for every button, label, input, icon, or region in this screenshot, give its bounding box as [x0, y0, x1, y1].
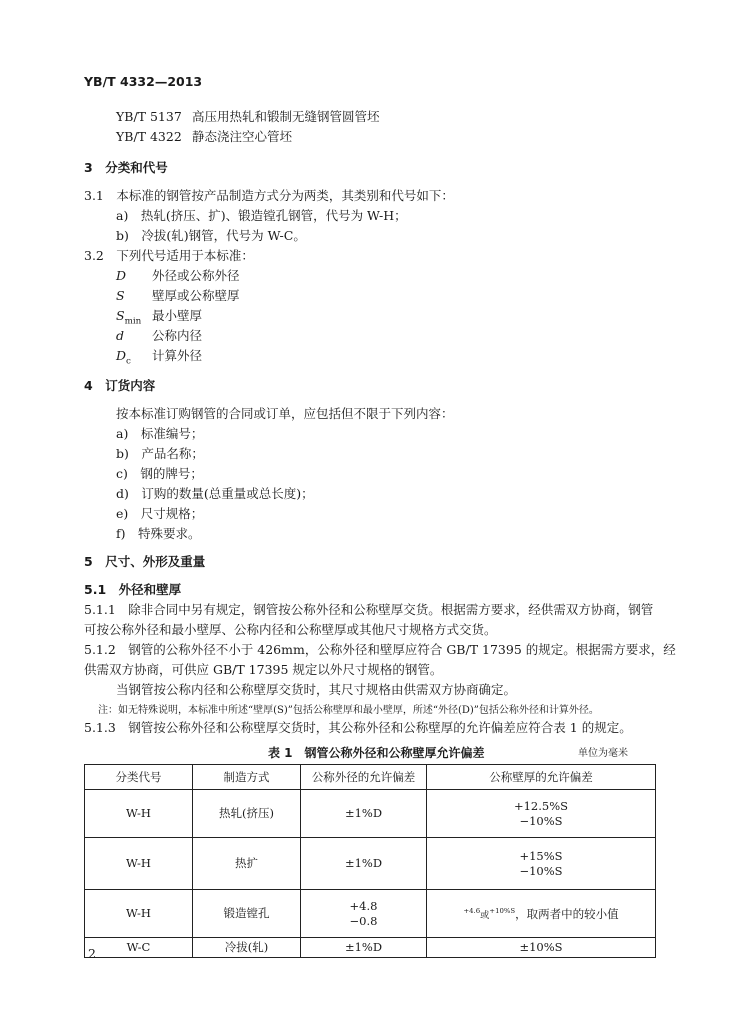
paragraph-line: 5.1.3 钢管按公称外径和公称壁厚交货时，其公称外径和公称壁厚的允许偏差应符合表 1 的规定。	[84, 720, 632, 735]
list-item: b) 产品名称；	[116, 446, 204, 461]
table-caption: 表 1 钢管公称外径和公称壁厚允许偏差	[268, 746, 485, 760]
wt-tolerance-cell	[427, 790, 656, 838]
table-header-row	[85, 765, 656, 790]
symbol: S	[116, 288, 125, 303]
standard-code: YB/T 4332—2013	[84, 74, 203, 89]
section-intro: 按本标准订购钢管的合同或订单，应包括但不限于下列内容：	[116, 406, 454, 421]
symbol-row	[116, 348, 131, 370]
symbol-desc: 最小壁厚	[152, 308, 203, 323]
clause-3-2: 3.2 下列代号适用于本标准：	[84, 248, 254, 263]
class-code-cell: W-H	[85, 838, 193, 890]
od-tolerance-cell: ±1%D	[301, 790, 427, 838]
list-item: a) 热轧(挤压、扩)、锻造镗孔钢管，代号为 W-H；	[116, 208, 407, 223]
method-cell: 冷拔(轧)	[193, 938, 301, 958]
ref-title: 静态浇注空心管坯	[192, 129, 293, 144]
list-item: c) 钢的牌号；	[116, 466, 203, 481]
paragraph-line: 5.1.2 钢管的公称外径不小于 426mm，公称外径和壁厚应符合 GB/T 17395 的规定。根据需方要求，经	[84, 642, 676, 657]
od-upper: +4.8	[349, 898, 378, 913]
wt-note: ，取两者中的较小值	[515, 906, 619, 921]
symbol-row	[116, 288, 125, 304]
symbol: D	[116, 268, 127, 283]
table-row	[85, 790, 656, 838]
symbol: D	[116, 348, 127, 363]
paragraph-line: 当钢管按公称内径和公称壁厚交货时，其尺寸规格由供需双方协商确定。	[116, 682, 517, 697]
tolerance-table	[84, 764, 656, 958]
wt-lower: −10%S	[519, 863, 563, 878]
subsection-heading: 5.1 外径和壁厚	[84, 582, 182, 597]
wt-tolerance-cell	[427, 838, 656, 890]
wt-upper: +15%S	[519, 848, 563, 863]
symbol-desc: 壁厚或公称壁厚	[152, 288, 240, 303]
wt-lower: −10%S	[519, 813, 563, 828]
wt-upper-b: +10%S	[489, 907, 516, 916]
wt-tolerance-cell: ±10%S	[427, 938, 656, 958]
ref-code: YB/T 5137	[116, 109, 182, 124]
symbol-subscript: min	[124, 316, 142, 327]
paragraph-line: 可按公称外径和最小壁厚、公称内径和公称壁厚或其他尺寸规格方式交货。	[84, 622, 497, 637]
class-code-cell: W-C	[85, 938, 193, 958]
header-cell: 制造方式	[193, 765, 301, 790]
wt-or: 或	[480, 909, 490, 921]
method-cell: 热扩	[193, 838, 301, 890]
list-item: a) 标准编号；	[116, 426, 204, 441]
list-item: b) 冷拔(轧)钢管，代号为 W-C。	[116, 228, 306, 243]
wt-upper: +12.5%S	[513, 798, 569, 813]
symbol-desc: 计算外径	[152, 348, 203, 363]
section-heading: 5 尺寸、外形及重量	[84, 554, 206, 569]
ref-code: YB/T 4322	[116, 129, 182, 144]
od-tolerance-cell: ±1%D	[301, 938, 427, 958]
paragraph-line: 5.1.1 除非合同中另有规定，钢管按公称外径和公称壁厚交货。根据需方要求，经供需双方协商，钢管	[84, 602, 654, 617]
method-cell: 锻造镗孔	[193, 890, 301, 938]
wt-tolerance-cell	[427, 890, 656, 938]
table-row	[85, 938, 656, 958]
ref-title: 高压用热轧和锻制无缝钢管圆管坯	[192, 109, 380, 124]
symbol-row	[116, 328, 124, 344]
list-item: e) 尺寸规格；	[116, 506, 204, 521]
section-heading: 4 订货内容	[84, 378, 156, 393]
table-unit: 单位为毫米	[578, 748, 628, 759]
note: 注：如无特殊说明，本标准中所述“壁厚(S)”包括公称壁厚和最小壁厚，所述“外径(D)”包括公称外径和计算外径。	[98, 705, 599, 716]
od-lower: −0.8	[349, 913, 378, 928]
list-item: d) 订购的数量(总重量或总长度)；	[116, 486, 314, 501]
symbol: d	[116, 328, 125, 343]
od-tolerance-cell	[301, 890, 427, 938]
symbol: S	[116, 308, 125, 323]
header-cell: 分类代号	[85, 765, 193, 790]
section-heading: 3 分类和代号	[84, 160, 168, 175]
table-row	[85, 838, 656, 890]
method-cell: 热轧(挤压)	[193, 790, 301, 838]
symbol-subscript: c	[126, 356, 131, 367]
table-row	[85, 890, 656, 938]
clause-3-1: 3.1 本标准的钢管按产品制造方式分为两类，其类别和代号如下：	[84, 188, 454, 203]
symbol-row	[116, 308, 141, 330]
header-cell: 公称壁厚的允许偏差	[427, 765, 656, 790]
symbol-row	[116, 268, 126, 284]
header-cell: 公称外径的允许偏差	[301, 765, 427, 790]
list-item: f) 特殊要求。	[116, 526, 201, 541]
od-tolerance-cell: ±1%D	[301, 838, 427, 890]
paragraph-line: 供需双方协商，可供应 GB/T 17395 规定以外尺寸规格的钢管。	[84, 662, 443, 677]
wt-upper-a: +4.6	[463, 907, 481, 916]
symbol-desc: 公称内径	[152, 328, 203, 343]
class-code-cell: W-H	[85, 790, 193, 838]
symbol-desc: 外径或公称外径	[152, 268, 240, 283]
page-number: 2	[88, 946, 96, 961]
class-code-cell: W-H	[85, 890, 193, 938]
